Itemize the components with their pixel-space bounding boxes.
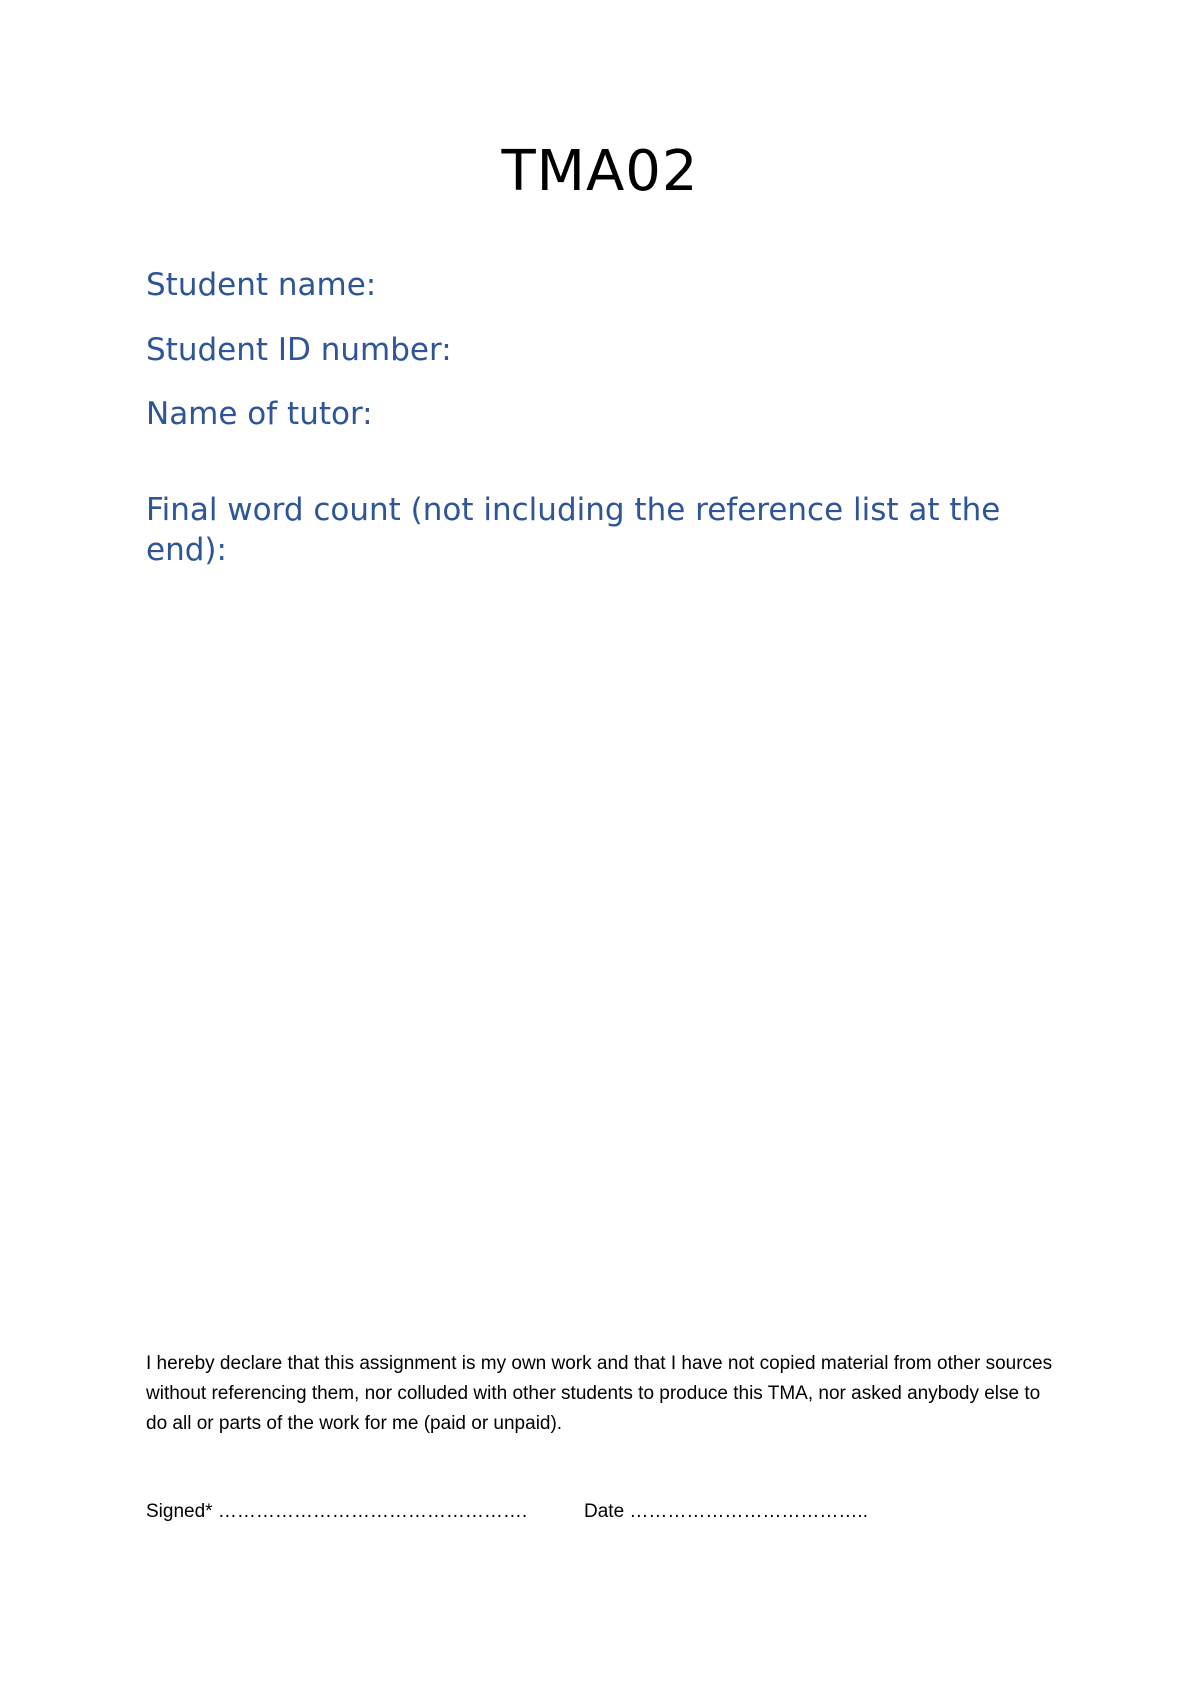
student-name-label: Student name: — [146, 267, 377, 303]
word-count-label: Final word count (not including the reference list at the end): — [146, 492, 1001, 568]
declaration-text: I hereby declare that this assignment is my own work and that I have not copied material from other sources without referencing them, nor colluded with other students to produce this TMA, nor asked anybody else to do all or parts of the work for me (paid or unpaid). — [146, 1353, 1053, 1434]
date-line: Date ……………………………….. — [584, 1501, 868, 1522]
tutor-name-label: Name of tutor: — [146, 396, 373, 432]
student-id-label: Student ID number: — [146, 332, 452, 368]
signed-line: Signed* …………………………………………. — [146, 1501, 528, 1522]
document-title: TMA02 — [501, 139, 699, 204]
